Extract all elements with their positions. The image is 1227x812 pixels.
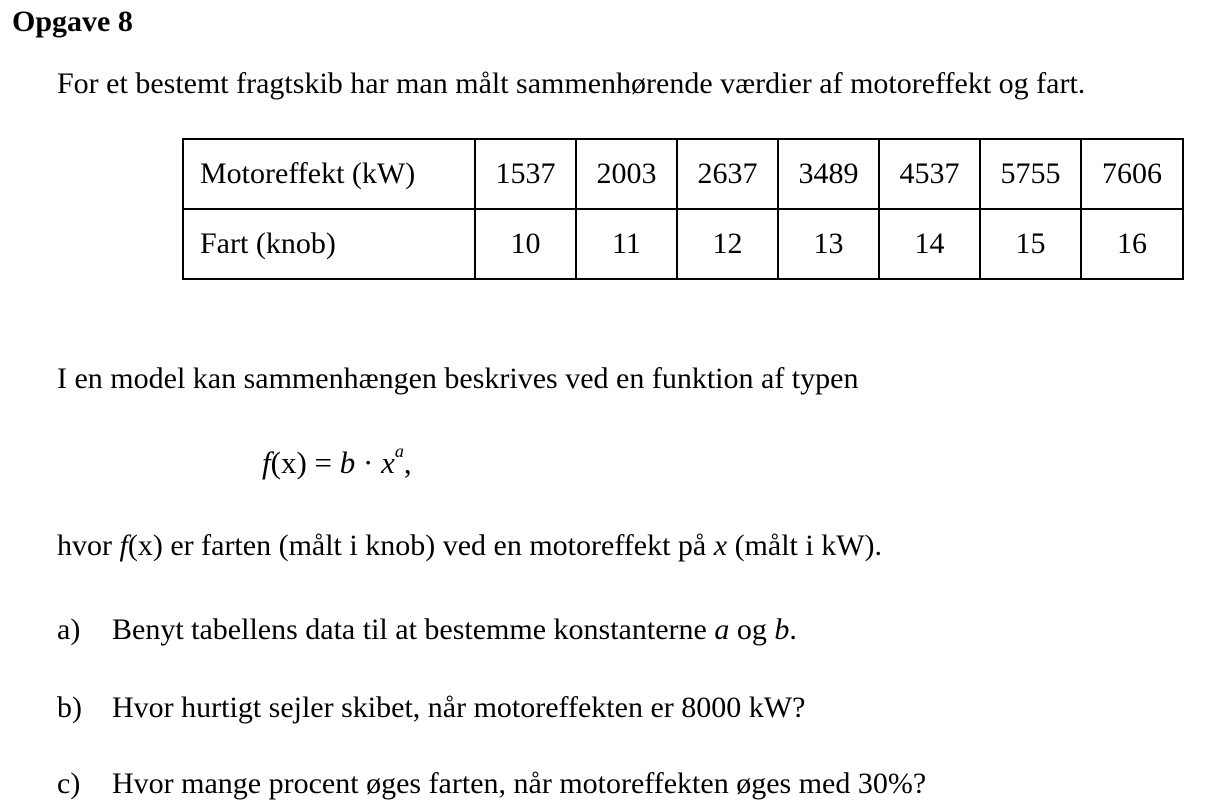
table-cell: 13 xyxy=(778,209,879,279)
row-header-fart: Fart (knob) xyxy=(183,209,475,279)
definition-suffix: (målt i kW). xyxy=(727,529,883,562)
question-a-text3: . xyxy=(789,613,797,646)
table-row-motoreffekt xyxy=(183,139,1183,209)
question-a xyxy=(57,612,797,648)
formula-equals: = xyxy=(306,445,340,480)
formula-comma: , xyxy=(403,445,412,480)
definition-f: f xyxy=(119,529,128,562)
definition-x: x xyxy=(713,529,728,562)
data-table xyxy=(182,138,1184,280)
definition-text xyxy=(57,528,882,564)
table-cell: 5755 xyxy=(980,139,1081,209)
question-c xyxy=(57,766,926,802)
table-cell: 1537 xyxy=(475,139,576,209)
question-a-var-a: a xyxy=(714,613,730,646)
question-a-text2: og xyxy=(729,613,775,646)
table-row-fart xyxy=(183,209,1183,279)
formula xyxy=(262,441,412,482)
question-c-text: Hvor mange procent øges farten, når motoreffekten øges med 30%? xyxy=(112,767,927,800)
formula-f: f xyxy=(262,445,271,480)
definition-prefix: hvor xyxy=(57,529,120,562)
table-cell: 7606 xyxy=(1081,139,1183,209)
table-cell: 16 xyxy=(1081,209,1183,279)
question-a-var-b: b xyxy=(774,613,790,646)
question-b-text: Hvor hurtigt sejler skibet, når motoreffekten er 8000 kW? xyxy=(112,691,806,724)
formula-exponent: a xyxy=(394,441,404,461)
row-header-motoreffekt: Motoreffekt (kW) xyxy=(183,139,475,209)
intro-text: For et bestemt fragtskib har man målt sammenhørende værdier af motoreffekt og fart. xyxy=(57,67,1086,100)
table-cell: 2003 xyxy=(576,139,677,209)
definition-argument: (x) xyxy=(127,529,163,562)
table-cell: 15 xyxy=(980,209,1081,279)
question-b xyxy=(57,690,805,726)
question-b-label: b) xyxy=(57,691,82,724)
table-cell: 11 xyxy=(576,209,677,279)
table-cell: 3489 xyxy=(778,139,879,209)
table-cell: 2637 xyxy=(677,139,778,209)
table-cell: 14 xyxy=(879,209,980,279)
table-cell: 12 xyxy=(677,209,778,279)
question-a-label: a) xyxy=(57,613,81,646)
formula-x: x xyxy=(381,445,395,480)
formula-b: b xyxy=(339,445,356,480)
model-text: I en model kan sammenhængen beskrives ved en funktion af typen xyxy=(57,362,859,395)
formula-dot: · xyxy=(355,445,382,480)
table-cell: 4537 xyxy=(879,139,980,209)
table-cell: 10 xyxy=(475,209,576,279)
question-a-text1: Benyt tabellens data til at bestemme konstanterne xyxy=(112,613,715,646)
definition-middle: er farten (målt i knob) ved en motoreffekt på xyxy=(162,529,714,562)
question-c-label: c) xyxy=(57,767,81,800)
exercise-title: Opgave 8 xyxy=(12,5,133,38)
formula-argument: (x) xyxy=(270,445,307,480)
